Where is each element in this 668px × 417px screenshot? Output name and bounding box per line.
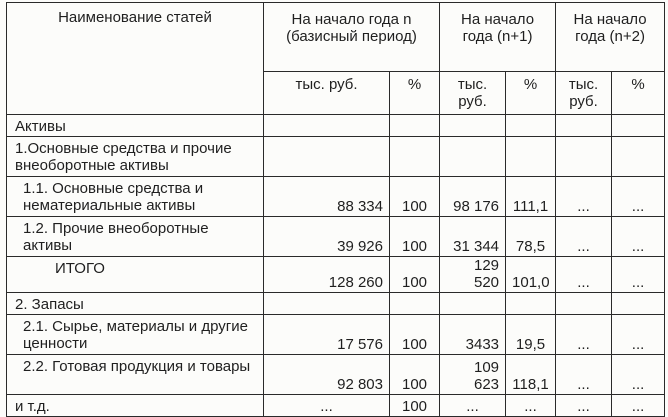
value-base — [264, 115, 390, 137]
pct-n2 — [612, 137, 665, 177]
pct-base: 100 — [390, 355, 440, 395]
value-base: 92 803 — [264, 355, 390, 395]
value-n1 — [440, 115, 506, 137]
value-n1 — [440, 137, 506, 177]
pct-base: 100 — [390, 257, 440, 293]
value-n1: ... — [440, 395, 506, 417]
pct-n1: 19,5 — [506, 315, 556, 355]
balance-table-container — [6, 2, 664, 417]
row-label: и т.д. — [7, 395, 264, 417]
table-row — [7, 137, 665, 177]
table-row — [7, 315, 665, 355]
table-row — [7, 395, 665, 417]
pct-n2 — [612, 115, 665, 137]
table-row — [7, 177, 665, 217]
pct-n2: ... — [612, 177, 665, 217]
pct-n1: 101,0 — [506, 257, 556, 293]
header-unit-pct-base: % — [390, 72, 440, 115]
value-base: 128 260 — [264, 257, 390, 293]
row-label: 1.1. Основные средства и нематериальные активы — [7, 177, 264, 217]
row-label: ИТОГО — [7, 257, 264, 293]
header-unit-pct-n1: % — [506, 72, 556, 115]
value-base: 88 334 — [264, 177, 390, 217]
row-label: 2. Запасы — [7, 293, 264, 315]
value-base — [264, 293, 390, 315]
pct-n1 — [506, 115, 556, 137]
value-n2: ... — [556, 315, 612, 355]
balance-table — [6, 2, 665, 417]
row-label: 2.2. Готовая продукция и товары — [7, 355, 264, 395]
value-base: 17 576 — [264, 315, 390, 355]
table-row-total — [7, 257, 665, 293]
header-unit-rub-n2: тыс. руб. — [556, 72, 612, 115]
header-unit-rub-n1: тыс. руб. — [440, 72, 506, 115]
pct-base — [390, 137, 440, 177]
header-item-name: Наименование статей — [7, 3, 264, 115]
table-row — [7, 217, 665, 257]
pct-n2: ... — [612, 355, 665, 395]
header-base-period: На начало года n (базисный период) — [264, 3, 440, 72]
table-row — [7, 293, 665, 315]
value-n2 — [556, 293, 612, 315]
value-n2: ... — [556, 355, 612, 395]
header-unit-pct-n2: % — [612, 72, 665, 115]
pct-n2: ... — [612, 217, 665, 257]
value-n2 — [556, 115, 612, 137]
pct-n2: ... — [612, 315, 665, 355]
pct-base — [390, 115, 440, 137]
pct-n1: 78,5 — [506, 217, 556, 257]
row-label: 2.1. Сырье, материалы и другие ценности — [7, 315, 264, 355]
row-label: 1.Основные средства и прочие внеоборотные активы — [7, 137, 264, 177]
value-n1 — [440, 293, 506, 315]
pct-base — [390, 293, 440, 315]
value-n1: 3433 — [440, 315, 506, 355]
pct-n2 — [612, 293, 665, 315]
value-base: 39 926 — [264, 217, 390, 257]
value-n1: 31 344 — [440, 217, 506, 257]
value-n1: 109 623 — [440, 355, 506, 395]
pct-n1: ... — [506, 395, 556, 417]
pct-n1: 118,1 — [506, 355, 556, 395]
header-year-n2: На начало года (n+2) — [556, 3, 665, 72]
pct-n2: ... — [612, 257, 665, 293]
pct-n2: ... — [612, 395, 665, 417]
pct-n1 — [506, 293, 556, 315]
pct-n1: 111,1 — [506, 177, 556, 217]
row-label: 1.2. Прочие внеоборотные активы — [7, 217, 264, 257]
value-base — [264, 137, 390, 177]
value-n2: ... — [556, 177, 612, 217]
pct-base: 100 — [390, 315, 440, 355]
pct-base: 100 — [390, 395, 440, 417]
value-n2: ... — [556, 217, 612, 257]
header-unit-rub-base: тыс. руб. — [264, 72, 390, 115]
pct-n1 — [506, 137, 556, 177]
table-row — [7, 355, 665, 395]
row-label: Активы — [7, 115, 264, 137]
header-year-n1: На начало года (n+1) — [440, 3, 556, 72]
value-n2 — [556, 137, 612, 177]
pct-base: 100 — [390, 217, 440, 257]
pct-base: 100 — [390, 177, 440, 217]
value-n2: ... — [556, 257, 612, 293]
value-n2: ... — [556, 395, 612, 417]
value-n1: 98 176 — [440, 177, 506, 217]
value-n1: 129 520 — [440, 257, 506, 293]
value-base: ... — [264, 395, 390, 417]
table-row — [7, 115, 665, 137]
